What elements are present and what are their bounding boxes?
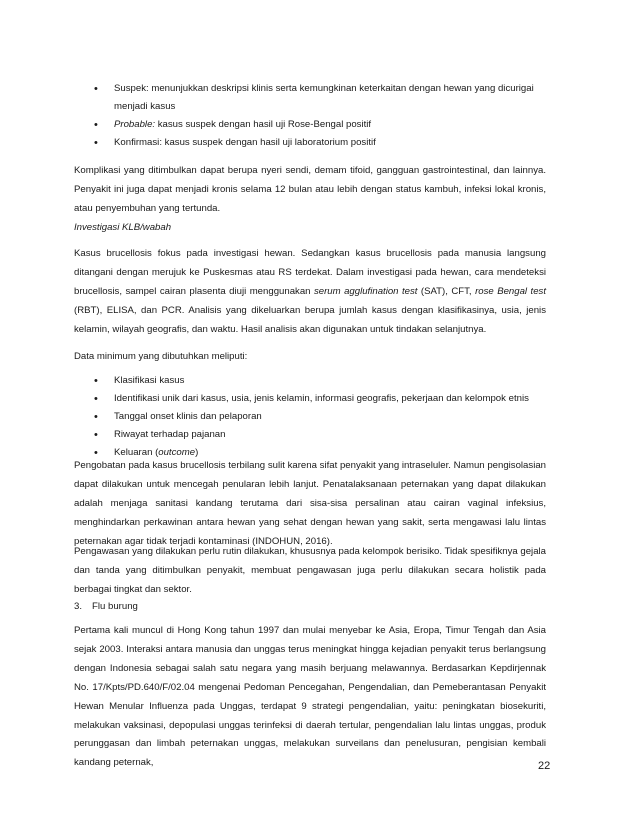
list-item: • Keluaran (outcome) [90,444,550,462]
case-definition-list [90,80,550,152]
list-item: • Identifikasi unik dari kasus, usia, jenis kelamin, informasi geografis, pekerjaan dan kelompok etnis [90,390,550,408]
data-minimum-list [90,372,550,462]
page-number: 22 [538,760,551,772]
list-item: • Suspek: menunjukkan deskripsi klinis serta kemungkinan keterkaitan dengan hewan yang dicurigai menjadi kasus [90,80,550,116]
pengobatan-paragraph: Pengobatan pada kasus brucellosis terbilang sulit karena sifat penyakit yang intraseluler. Namun pengisolasian dapat dilakukan untuk mencegah penularan lebih lanjut. Penatalaksanaan peternakan yang dapat dilakukan adalah menjaga sanitasi kandang terutama dari sisa-sisa persalinan atau cairan vaginal infeksius, menghindarkan perkawinan antara hewan yang sehat dengan hewan yang sakit, serta mengawasi lalu lintas peternakan agar tidak terjadi kontaminasi (INDOHUN, 2016). [74,460,546,547]
list-item: • Konfirmasi: kasus suspek dengan hasil uji laboratorium positif [90,134,550,152]
section-heading: 3. Flu burung [74,601,138,612]
investigasi-heading: Investigasi KLB/wabah [74,222,172,233]
investigasi-paragraph: Kasus brucellosis fokus pada investigasi hewan. Sedangkan kasus brucellosis pada manusia langsung ditangani dengan merujuk ke Puskesmas atau RS terdekat. Dalam investigasi pada hewan, cara mendeteksi brucellosis, sampel cairan plasenta diuji menggunakan serum agglufination test (SAT), CFT, rose Bengal test (RBT), ELISA, dan PCR. Analisis yang dikeluarkan berupa jumlah kasus dengan klasifikasinya, usia, jenis kelamin, wilayah geografis, dan waktu. Hasil analisis akan digunakan untuk tindakan selanjutnya. [74,248,546,335]
list-item: • Probable: kasus suspek dengan hasil uji Rose-Bengal positif [90,116,550,134]
data-minimum-intro: Data minimum yang dibutuhkan meliputi: [74,351,248,362]
flu-burung-paragraph: Pertama kali muncul di Hong Kong tahun 1997 dan mulai menyebar ke Asia, Eropa, Timur Tengah dan Asia sejak 2003. Interaksi antara manusia dan unggas terus meningkat hingga kejadian penyakit terus berlangsung dengan Indonesia sebagai salah satu negara yang masih berjuang melawannya. Berdasarkan Kepdirjennak No. 17/Kpts/PD.640/F/02.04 mengenai Pedoman Pencegahan, Pengendalian, dan Pemeberantasan Penyakit Hewan Menular Influenza pada Unggas, terdapat 9 strategi pengendalian, yaitu: peningkatan biosekuriti, melakukan vaksinasi, depopulasi unggas terinfeksi di daerah tertular, pengendalian lalu lintas unggas, produk perunggasan dan limbah peternakan unggas, melakukan surveilans dan penelusuran, pengisian kembali kandang peternak, [74,625,546,769]
komplikasi-paragraph: Komplikasi yang ditimbulkan dapat berupa nyeri sendi, demam tifoid, gangguan gastrointestinal, dan lainnya. Penyakit ini juga dapat menjadi kronis selama 12 bulan atau lebih dengan status kambuh, infeksi lokal kronis, atau penyembuhan yang tertunda. [74,165,546,214]
list-item: • Riwayat terhadap pajanan [90,426,550,444]
list-item: • Klasifikasi kasus [90,372,550,390]
list-item: • Tanggal onset klinis dan pelaporan [90,408,550,426]
pengawasan-paragraph: Pengawasan yang dilakukan perlu rutin dilakukan, khususnya pada kelompok berisiko. Tidak spesifiknya gejala dan tanda yang ditimbulkan penyakit, membuat pengawasan juga perlu dilakukan secara holistik pada berbagai tingkat dan sektor. [74,546,546,595]
